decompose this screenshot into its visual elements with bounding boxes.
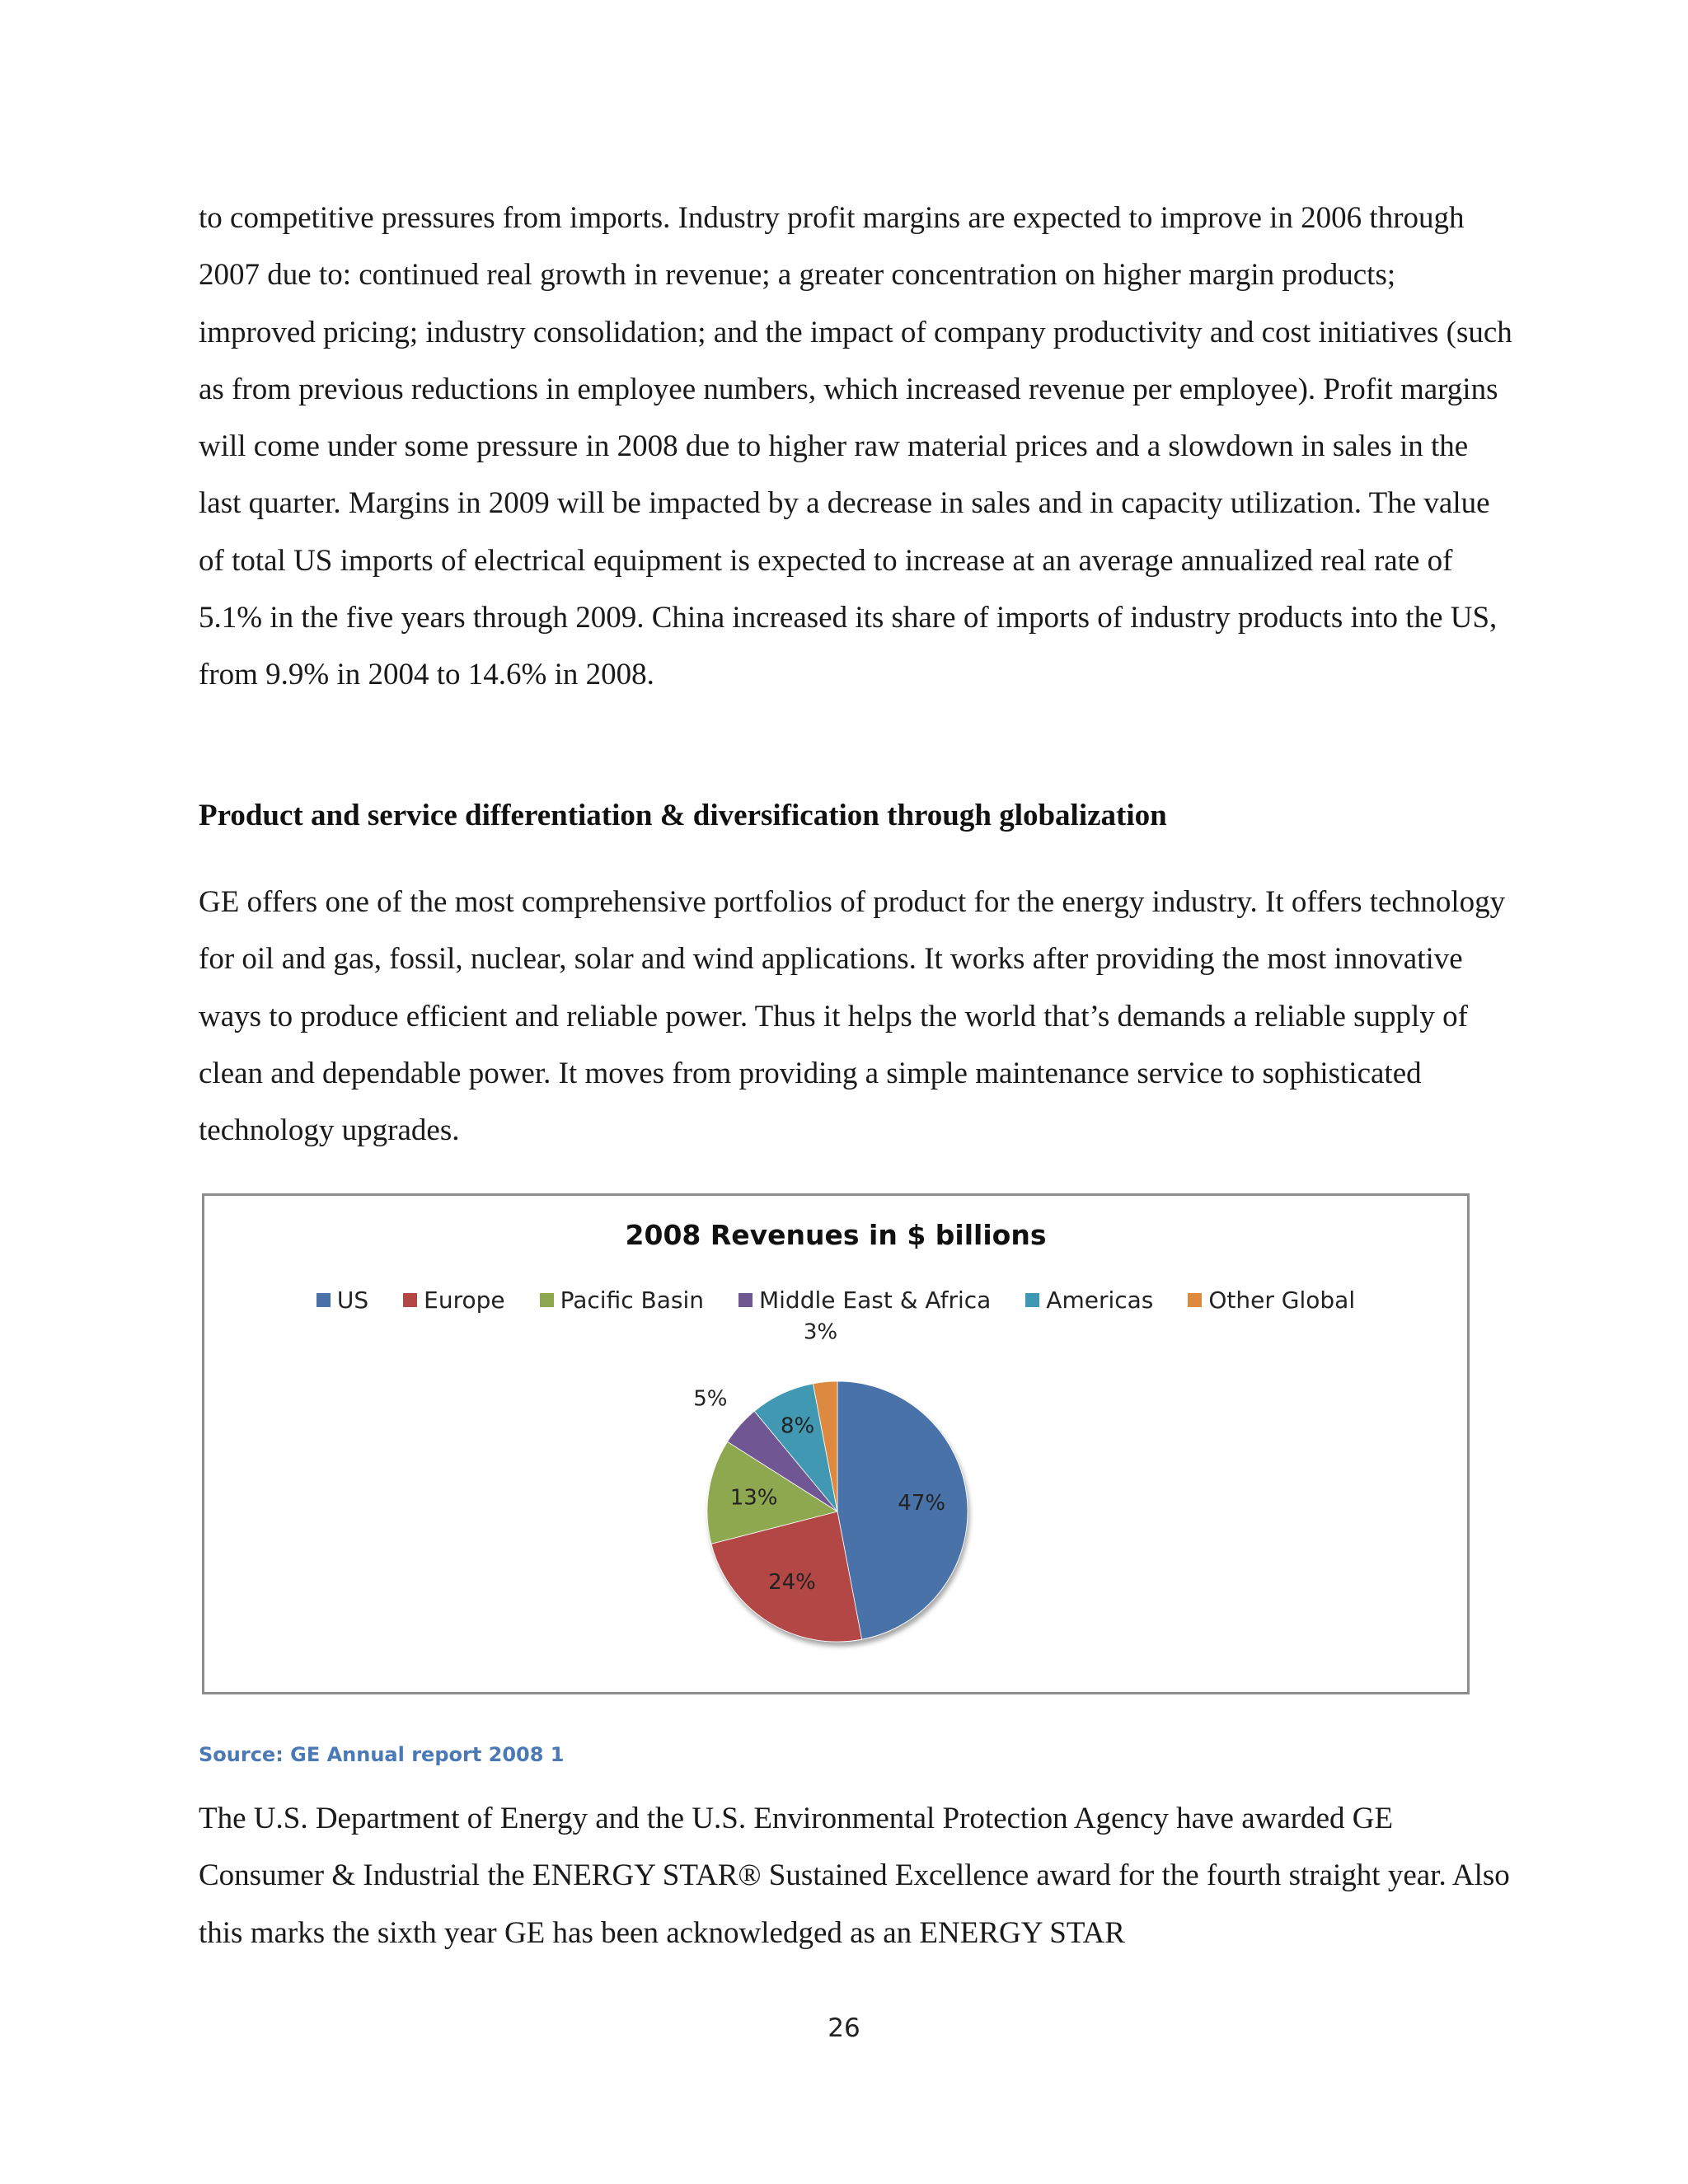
pie-data-label: 5% bbox=[693, 1386, 728, 1412]
paragraph-ge-portfolio: GE offers one of the most comprehensive portfolios of product for the energy industry. It offers technology for oil and gas, fossil, nuclear, solar and wind applications. It works after providing the most innovative ways to produce efficient and reliable power. Thus it helps the world that’s demands a reliable supply of clean and dependable power. It moves from providing a simple maintenance service to sophisticated technology upgrades. bbox=[199, 885, 1506, 1148]
legend-label: Americas bbox=[1046, 1286, 1154, 1314]
page-number: 26 bbox=[828, 2013, 860, 2043]
pie-data-label: 3% bbox=[803, 1319, 838, 1345]
revenue-pie-chart bbox=[202, 1193, 1470, 1694]
legend-label: US bbox=[336, 1286, 369, 1314]
legend-label: Other Global bbox=[1208, 1286, 1356, 1314]
legend-label: Pacific Basin bbox=[560, 1286, 704, 1314]
paragraph-energy-star: The U.S. Department of Energy and the U.S. Environmental Protection Agency have awarded GE Consumer & Industrial the ENERGY STAR® Sustained Excellence award for the fourth straight year. Also this marks the sixth year GE has been acknowledged as an ENERGY STAR bbox=[199, 1802, 1510, 1950]
section-heading: Product and service differentiation & diversification through globalization bbox=[199, 799, 1167, 832]
chart-title: 2008 Revenues in $ billions bbox=[625, 1219, 1047, 1251]
legend-label: Middle East & Africa bbox=[758, 1286, 992, 1314]
pie-data-label: 8% bbox=[780, 1413, 815, 1439]
legend-label: Europe bbox=[424, 1286, 505, 1314]
pie-data-label: 13% bbox=[729, 1485, 778, 1511]
pie-chart-canvas bbox=[204, 1196, 1467, 1692]
pie-data-label: 24% bbox=[768, 1570, 816, 1596]
chart-source-caption: Source: GE Annual report 2008 1 bbox=[199, 1743, 565, 1766]
paragraph-imports: to competitive pressures from imports. Industry profit margins are expected to improve in 2006 through 2007 due to: continued real growth in revenue; a greater concentration on higher margin products; improved pricing; industry consolidation; and the impact of company productivity and cost initiatives (such as from previous reductions in employee numbers, which increased revenue per employee). Profit margins will come under some pressure in 2008 due to higher raw material prices and a slowdown in sales in the last quarter. Margins in 2009 will be impacted by a decrease in sales and in capacity utilization. The value of total US imports of electrical equipment is expected to increase at an average annualized real rate of 5.1% in the five years through 2009. China increased its share of imports of industry products into the US, from 9.9% in 2004 to 14.6% in 2008. bbox=[199, 201, 1512, 692]
pie-data-label: 47% bbox=[898, 1490, 946, 1516]
